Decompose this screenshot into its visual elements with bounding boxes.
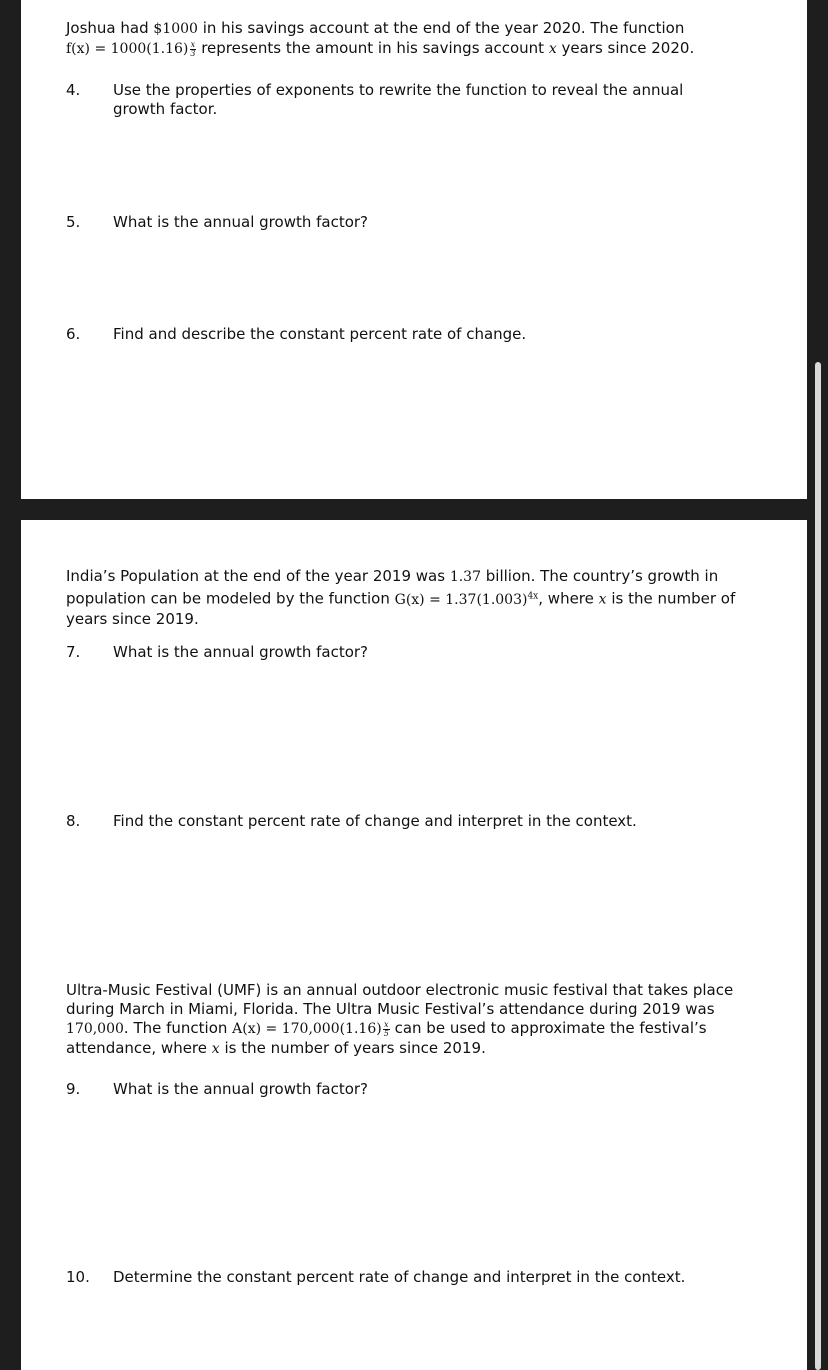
intro-text: years since 2020. (556, 39, 695, 57)
question-10 (66, 1268, 786, 1287)
question-number: 9. (66, 1080, 81, 1098)
question-7 (66, 643, 786, 662)
exponent-denominator: 3 (190, 49, 196, 58)
exponent-denominator: 5 (383, 1029, 389, 1038)
india-text: is the number of years since 2019. (66, 589, 736, 628)
question-number: 8. (66, 812, 81, 830)
umf-value: 170,000 (66, 1021, 124, 1037)
question-text: What is the annual growth factor? (113, 1080, 369, 1098)
question-text: Find and describe the constant percent rate of change. (113, 325, 527, 343)
function-a-base: A(x) = 170,000(1.16) (232, 1021, 382, 1037)
question-text: What is the annual growth factor? (113, 643, 369, 661)
india-text: India’s Population at the end of the year 2019 was (66, 567, 450, 585)
function-g (395, 592, 539, 608)
function-g-base: G(x) = 1.37(1.003) (394, 591, 528, 608)
question-number: 10. (66, 1268, 90, 1286)
question-number: 5. (66, 213, 81, 231)
variable-x: x (548, 41, 557, 57)
function-a (232, 1021, 390, 1037)
intro-text: represents the amount in his savings account (196, 39, 549, 57)
umf-text: can be used to approximate the festival’s attendance, where (66, 1019, 707, 1057)
variable-x: x (211, 1041, 220, 1057)
intro-text: Joshua had (66, 19, 154, 37)
worksheet-page-2 (21, 520, 807, 1370)
question-text: Use the properties of exponents to rewrite the function to reveal the annual growth factor. (113, 81, 684, 118)
exponent-numerator: x (190, 40, 196, 49)
question-number: 4. (66, 81, 81, 99)
india-value: 1.37 (449, 569, 481, 585)
question-8 (66, 812, 786, 831)
question-text: Determine the constant percent rate of change and interpret in the context. (113, 1268, 686, 1286)
india-text: billion. The country’s growth in population can be modeled by the function (66, 567, 719, 608)
umf-text: Ultra-Music Festival (UMF) is an annual outdoor electronic music festival that takes place during March in Miami, Florida. The Ultra Music Festival’s attendance during 2019 was (66, 981, 734, 1018)
umf-text: . The function (123, 1019, 233, 1037)
exponent-numerator: x (384, 1020, 389, 1029)
function-g-exponent: 4x (527, 591, 539, 601)
umf-paragraph (66, 981, 766, 1059)
umf-text: is the number of years since 2019. (219, 1039, 486, 1057)
question-6 (66, 325, 786, 344)
intro-amount: $1000 (153, 21, 198, 37)
function-a-exponent (383, 1021, 390, 1038)
question-4 (66, 81, 706, 119)
india-text: , where (538, 589, 599, 608)
question-number: 7. (66, 643, 81, 661)
joshua-intro-paragraph (66, 19, 766, 59)
function-f (66, 41, 196, 57)
question-text: What is the annual growth factor? (113, 213, 369, 231)
question-number: 6. (66, 325, 81, 343)
india-paragraph (66, 567, 766, 629)
worksheet-page-1 (21, 0, 807, 499)
function-f-base: f(x) = 1000(1.16) (66, 41, 189, 57)
question-9 (66, 1080, 786, 1099)
intro-text: in his savings account at the end of the year 2020. The function (197, 19, 685, 37)
vertical-scrollbar[interactable] (815, 362, 821, 1370)
variable-x: x (598, 591, 607, 608)
question-text: Find the constant percent rate of change and interpret in the context. (113, 812, 637, 830)
question-5 (66, 213, 786, 232)
